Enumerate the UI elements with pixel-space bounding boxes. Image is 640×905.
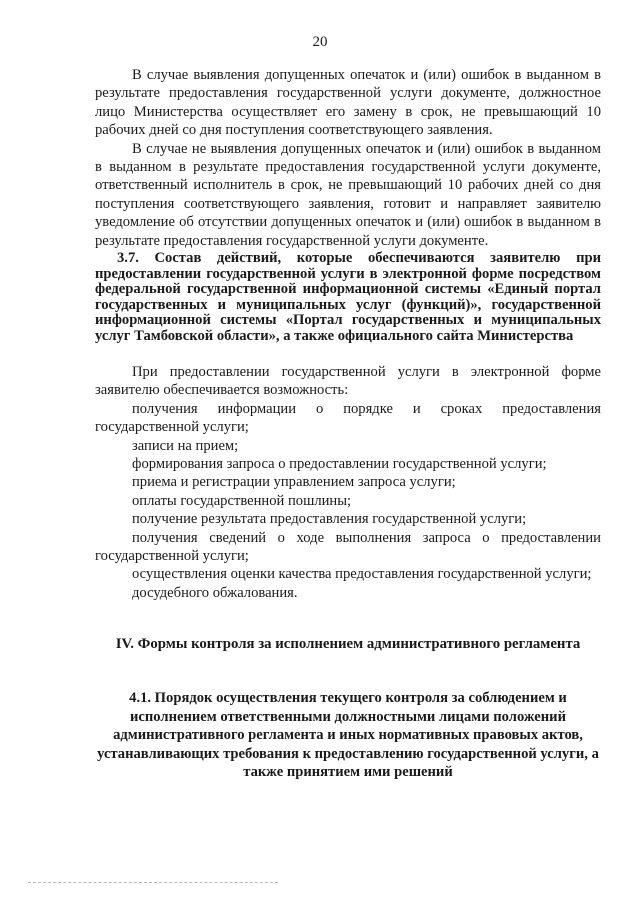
- list-item: получения информации о порядке и сроках предоставления государственной услуги;: [95, 400, 601, 436]
- list-intro: При предоставлении государственной услуги в электронной форме заявителю обеспечивается возможность:: [95, 364, 601, 399]
- section-3-7-heading: 3.7. Состав действий, которые обеспечиваются заявителю при предоставлении государственной услуги в электронной форме посредством федеральной государственной информационной системы «Единый портал государственных и муниципальных услуг (функций)», государственной информационной системы «Портал государственных и муниципальных услуг Тамбовской области», а также официального сайта Министерства: [95, 250, 601, 344]
- list-item: записи на прием;: [132, 437, 239, 454]
- electronic-form-list: [95, 363, 601, 602]
- section-4-1-heading: 4.1. Порядок осуществления текущего контроля за соблюдением и исполнением ответственными должностными лицами положений административного регламента и иных нормативных правовых актов, устанавливающих требования к предоставлению государственной услуги, а также принятием ими решений: [97, 690, 599, 781]
- list-item: приема и регистрации управлением запроса услуги;: [132, 474, 456, 491]
- list-item: получения сведений о ходе выполнения запроса о предоставлении государственной услуги;: [95, 529, 601, 565]
- page-number: 20: [312, 34, 328, 50]
- paragraph-correction: В случае выявления допущенных опечаток и (или) ошибок в выданном в результате предоставления государственной услуги документе, должностное лицо Министерства осуществляет его замену в срок, не превышающий 10 рабочих дней со дня поступления соответствующего заявления.: [95, 67, 601, 139]
- list-item: оплаты государственной пошлины;: [132, 492, 352, 509]
- list-item: осуществления оценки качества предоставления государственной услуги;: [132, 566, 592, 583]
- list-item: формирования запроса о предоставлении государственной услуги;: [132, 456, 547, 473]
- list-item: получение результата предоставления государственной услуги;: [132, 511, 527, 528]
- footer-divider: [28, 882, 278, 883]
- top-paragraphs: [95, 66, 601, 250]
- list-item: досудебного обжалования.: [132, 584, 298, 601]
- paragraph-no-errors: В случае не выявления допущенных опечаток и (или) ошибок в выданном в выданном в результате предоставления государственной услуги документе, ответственный исполнитель в срок, не превышающий 10 рабочих дней со дня поступления соответствующего заявления, готовит и направляет заявителю уведомление об отсутствии допущенных опечаток и (или) ошибок в выданном в результате предоставления государственной услуги документе.: [95, 140, 601, 249]
- chapter-iv-heading: IV. Формы контроля за исполнением административного регламента: [115, 636, 581, 652]
